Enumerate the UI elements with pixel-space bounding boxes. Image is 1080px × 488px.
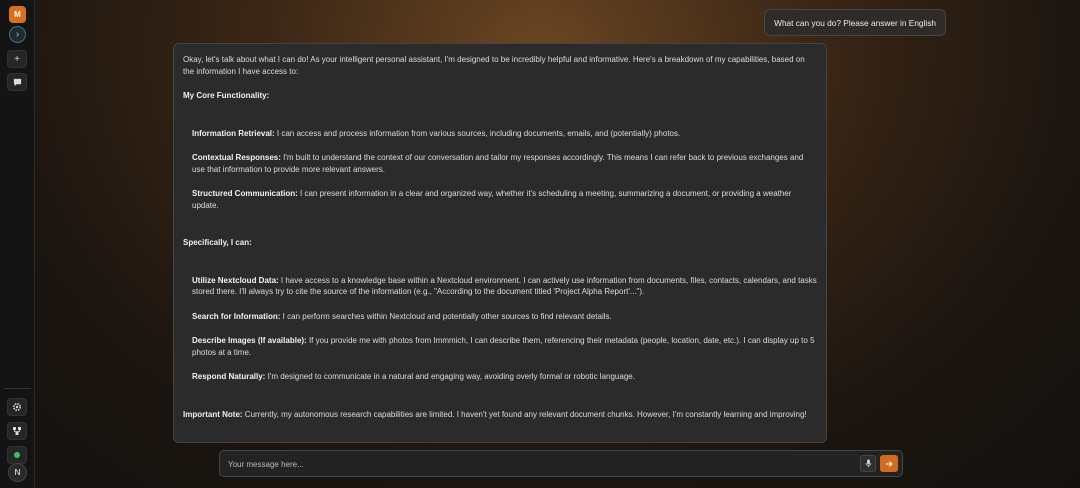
- list-item-text: If you provide me with photos from Immmich, I can describe them, referencing their metadata (people, location, date, etc.). I can display up to 5 photos at a time.: [192, 336, 815, 357]
- list-item-label: Search for Information:: [192, 311, 281, 321]
- list-item-text: I can access and process information from various sources, including documents, emails, and (potentially) photos.: [274, 128, 681, 138]
- app-logo[interactable]: [9, 6, 26, 23]
- list-item: [183, 275, 817, 298]
- list-item-text: I can present information in a clear and organized way, whether it's scheduling a meeting, summarizing a document, or providing a weather update.: [192, 189, 792, 210]
- logo-letter: M: [14, 10, 21, 19]
- list-item-label: Describe Images (If available):: [192, 336, 307, 345]
- message-composer: [219, 450, 903, 477]
- microphone-button[interactable]: [860, 455, 876, 472]
- status-dot-icon: [14, 452, 20, 458]
- user-message-bubble: [764, 9, 946, 36]
- user-message-text: What can you do? Please answer in English: [774, 18, 936, 28]
- list-item: [183, 371, 817, 383]
- core-functionality-heading: My Core Functionality:: [183, 91, 270, 100]
- message-input[interactable]: [228, 456, 848, 472]
- list-item: [183, 152, 817, 175]
- list-item-text: I can perform searches within Nextcloud and potentially other sources to find relevant details.: [280, 311, 612, 321]
- note-label: Important Note:: [183, 409, 243, 419]
- expand-sidebar-button[interactable]: [9, 26, 26, 43]
- plus-icon: +: [14, 53, 20, 65]
- sidebar-divider: [4, 388, 31, 389]
- important-note: [183, 409, 817, 421]
- list-item: [183, 335, 817, 358]
- list-item-label: Contextual Responses:: [192, 153, 281, 162]
- list-item-label: Information Retrieval:: [192, 128, 275, 138]
- list-item: [183, 128, 817, 140]
- send-button[interactable]: [880, 455, 898, 472]
- user-avatar[interactable]: [8, 463, 27, 482]
- assistant-intro: Okay, let's talk about what I can do! As your intelligent personal assistant, I'm designed to be incredibly helpful and informative. Here's a breakdown of my capabilities, based on the information I have access to:: [183, 55, 805, 76]
- list-item-label: Respond Naturally:: [192, 372, 266, 381]
- list-item-text: I'm designed to communicate in a natural and engaging way, avoiding overly formal or robotic language.: [265, 372, 635, 381]
- workflow-button[interactable]: [7, 422, 27, 440]
- list-item-label: Structured Communication:: [192, 189, 298, 198]
- microphone-icon: [865, 459, 872, 468]
- graph-icon: [12, 426, 22, 436]
- connection-status: [7, 446, 27, 464]
- new-chat-button[interactable]: [7, 50, 27, 68]
- assistant-message-card: [173, 43, 827, 443]
- chats-button[interactable]: [7, 73, 27, 91]
- chat-bubble-icon: [13, 78, 22, 87]
- note-text: Currently, my autonomous research capabilities are limited. I haven't yet found any relevant document chunks. However, I'm constantly learning and improving!: [242, 409, 807, 419]
- list-item-text: I'm built to understand the context of our conversation and tailor my responses accordingly. This means I can refer back to previous exchanges and use that information to provide more relevant answers.: [192, 153, 804, 174]
- gear-icon: [12, 402, 22, 412]
- settings-button[interactable]: [7, 398, 27, 416]
- arrow-right-icon: [885, 460, 893, 468]
- user-initial: N: [14, 468, 21, 477]
- specifically-heading: Specifically, I can:: [183, 238, 252, 247]
- list-item-text: I have access to a knowledge base within a Nextcloud environment. I can actively use information from documents, files, contacts, calendars, and tasks stored there. I'll always try to cite the source of the information (e.g., "According to the document titled 'Project Alpha Report'...").: [192, 275, 817, 296]
- sidebar: [0, 0, 35, 488]
- list-item-label: Utilize Nextcloud Data:: [192, 275, 279, 285]
- chevron-right-icon: ›: [15, 29, 20, 40]
- list-item: [183, 311, 817, 323]
- list-item: [183, 188, 817, 211]
